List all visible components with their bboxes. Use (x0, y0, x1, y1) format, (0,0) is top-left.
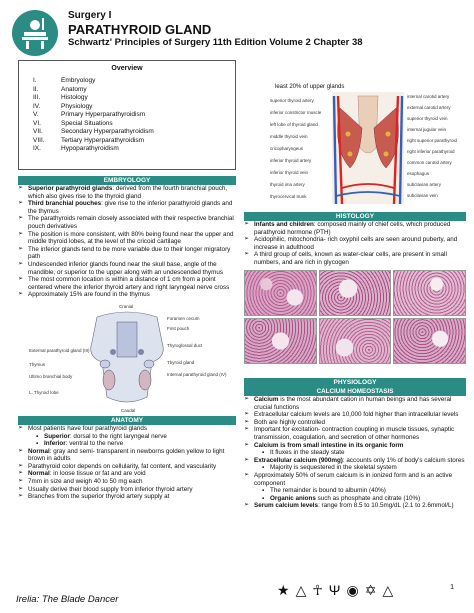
course-subject: Surgery I (68, 10, 112, 21)
embryology-list (18, 185, 236, 299)
overview-item-label: Special Situations (61, 119, 113, 127)
physiology-item: ➢ Both are highly controlled (244, 419, 466, 427)
physiology-subitem: ▪ It fluxes in the steady state (262, 449, 466, 457)
embryology-diagram (27, 302, 227, 414)
overview-item-number: VI. (33, 119, 41, 127)
source-reference: Schwartz' Principles of Surgery 11th Edition Volume 2 Chapter 38 (68, 37, 363, 48)
anatomy-item: ➢ Usually derive their blood supply from inferior thyroid artery (18, 486, 236, 494)
fig-label-thymus: Thymus (29, 361, 46, 367)
figure-label-right: superior thyroid vein (407, 116, 448, 121)
anatomy-subitem: ▪ Inferior: ventral to the nerve (36, 440, 236, 448)
anatomy-item: ➢ Branches from the superior thyroid artery supply at (18, 493, 236, 501)
figure-label-right: subclavian artery (407, 182, 442, 187)
physiology-subitem: ▪ The remainder is bound to albumin (40%) (262, 487, 466, 495)
figure-label-left: superior thyroid artery (270, 98, 314, 103)
anatomy-section (18, 416, 236, 501)
overview-item (25, 103, 229, 112)
micrograph-image (244, 270, 317, 316)
figure-label-left: inferior thyroid vein (270, 170, 309, 175)
histology-item: ➢ Acidophilic, mitochondria- rich oxyphil cells are seen around puberty, and increase in adulthood (244, 236, 466, 251)
embryology-item: ➢ Approximately 15% are found in the thymus (18, 291, 236, 299)
overview-item-number: I. (33, 77, 37, 84)
bold-term: Serum calcium levels (254, 502, 319, 510)
right-figure-caption: least 20% of upper glands (275, 84, 345, 90)
micrograph-image (393, 270, 466, 316)
embryology-item: ➢ The inferior glands tend to be more variable due to their longer migratory path (18, 246, 236, 261)
figure-label-right: right superior parathyroid (407, 138, 458, 143)
overview-item-number: VIII. (33, 136, 45, 144)
overview-item (25, 120, 229, 129)
micrograph-image (393, 318, 466, 364)
anatomy-item: ➢ 7mm in size and weigh 40 to 50 mg each (18, 478, 236, 486)
embryology-section (18, 176, 236, 414)
embryology-item: ➢ Third branchial pouches: give rise to the inferior parathyroid glands and the thymus (18, 200, 236, 215)
bold-term: Infants and children (254, 221, 314, 228)
overview-item-number: III. (33, 94, 41, 101)
overview-item (25, 86, 229, 95)
physiology-item (244, 442, 466, 457)
fig-label-thyroid-gland: Thyroid gland (167, 359, 195, 365)
physiology-subitem: ▪ Majority is sequestered in the skeletal system (262, 464, 466, 472)
footer-symbols (277, 582, 393, 599)
physiology-item: ➢ Calcium is the most abundant cation in human beings and has several crucial functions (244, 396, 466, 411)
fig-label-internal-parathyroid: Internal parathyroid gland (IV) (167, 371, 227, 377)
micrograph-image (244, 318, 317, 364)
bold-term: Third branchial pouches (28, 200, 102, 208)
figure-label-right: internal jugular vein (407, 127, 447, 132)
fig-label-cranial: Cranial (119, 303, 134, 309)
figure-label-right: common carotid artery (407, 160, 452, 165)
triangle-icon: △ (295, 582, 307, 598)
histology-item: ➢ Infants and children: composed mainly of chief cells, which produced parathyroid hormone (PTH) (244, 221, 466, 236)
overview-item (25, 137, 229, 146)
histology-list (244, 221, 466, 267)
overview-item (25, 111, 229, 120)
fig-label-external-parathyroid: External parathyroid gland (III) (29, 347, 90, 353)
embryology-item: ➢ The position is more consistent, with 80% being found near the upper and middle thyroid lobes, at the level of the cricoid cartilage (18, 231, 236, 246)
figure-label-left: middle thyroid vein (270, 134, 308, 139)
physiology-heading: PHYSIOLOGY (244, 378, 466, 387)
overview-item-label: Primary Hyperparathyroidism (61, 111, 146, 118)
page-footer (12, 582, 462, 610)
overview-item (25, 128, 229, 137)
overview-item-number: VII. (33, 128, 43, 135)
physiology-sublist (254, 464, 466, 472)
figure-label-left: thyrocervical trunk (270, 194, 307, 199)
overview-item-number: V. (33, 111, 39, 118)
bold-term: Calcium (254, 396, 279, 403)
anatomy-item: ➢ Normal: gray and semi- transparent in newborns golden yellow to light brown in adults (18, 448, 236, 463)
figure-label-left: thyroid ima artery (270, 182, 305, 187)
embryology-item: ➢ Superior parathyroid glands: derived from the fourth branchial pouch, which also gives rise to the thyroid gland (18, 185, 236, 200)
fig-label-ultimobranchial: Ultimo branchial body (29, 373, 73, 379)
surgery-logo-icon (12, 10, 58, 56)
fig-label-first-pouch: First pouch (167, 325, 190, 331)
trident-icon: Ψ (328, 582, 341, 598)
overview-list (25, 77, 229, 154)
bold-term: Superior parathyroid glands (28, 185, 113, 192)
footer-author: Irelia: The Blade Dancer (16, 594, 119, 605)
histology-item: ➢ A third group of cells, known as water-clear cells, are present in small numbers, and are rich in glycogen (244, 251, 466, 266)
figure-label-left: inferior constrictor muscle (270, 110, 322, 115)
eye-icon: ◉ (346, 582, 359, 598)
overview-item-label: Histology (61, 94, 88, 101)
histology-micrographs (244, 270, 466, 364)
bold-term: Inferior (44, 440, 66, 448)
overview-item-label: Tertiary Hyperparathyroidism (61, 136, 145, 144)
overview-item (25, 145, 229, 154)
bold-term: Normal (28, 447, 50, 455)
physiology-section (244, 378, 466, 510)
overview-item (25, 94, 229, 103)
embryology-heading: EMBRYOLOGY (18, 176, 236, 185)
overview-item-number: II. (33, 85, 39, 93)
physiology-item: ➢ Extracellular calcium (900mg): accounts only 1% of body's calcium stores ▪ Majority is sequestered in the skeletal system (244, 457, 466, 472)
anatomy-subitem: ▪ Superior: dorsal to the right laryngeal nerve (36, 433, 236, 441)
overview-item (25, 77, 229, 86)
overview-item-label: Secondary Hyperparathyroidism (61, 128, 154, 135)
embryology-item: ➢ The parathyroids remain closely associated with their respective branchial pouch derivatives (18, 215, 236, 230)
micrograph-image (319, 318, 392, 364)
overview-item-label: Anatomy (61, 85, 87, 93)
bold-term: Extracellular calcium (900mg) (254, 456, 343, 464)
histology-section (244, 212, 466, 364)
overview-item-label: Physiology (61, 102, 93, 110)
physiology-subitem: ▪ Organic anions such as phosphate and citrate (10%) (262, 495, 466, 503)
physiology-item: ➢ Serum calcium levels: range from 8.5 to 10.5mg/dL (2.1 to 2.6mmol/L) (244, 502, 466, 510)
bold-term: Normal (28, 470, 50, 478)
overview-item-number: IV. (33, 102, 41, 110)
figure-label-left: inferior thyroid artery (270, 158, 312, 163)
physiology-item: ➢ Extracellular calcium levels are 10,000 fold higher than intracellular levels (244, 411, 466, 419)
physiology-sublist (254, 487, 466, 502)
overview-box (18, 60, 236, 170)
figure-label-right: right inferior parathyroid (407, 149, 455, 154)
page-title: PARATHYROID GLAND (68, 22, 212, 37)
pentagram-icon: ★ (277, 582, 290, 598)
deathly-hallows-icon: △ (382, 582, 394, 598)
page-number: 1 (450, 584, 454, 591)
fig-label-foramen-cecum: Foramen cecum (167, 315, 200, 321)
overview-item-number: IX. (33, 145, 41, 152)
physiology-item: ➢ Approximately 50% of serum calcium is in ionized form and is an active component ▪ The remainder is bound to albumin (40%) ▪ Organic anions such as phosphate and citrate (10%) (244, 472, 466, 502)
figure-label-left: left lobe of thyroid gland (270, 122, 318, 127)
overview-title: Overview (111, 65, 143, 72)
bold-term: Calcium is from small intestine in its organic form (254, 441, 404, 449)
histology-heading: HISTOLOGY (244, 212, 466, 221)
calcium-homeostasis-heading: CALCIUM HOMEOSTASIS (244, 387, 466, 396)
ankh-icon: ☥ (312, 582, 323, 598)
anatomy-heading: ANATOMY (18, 416, 236, 425)
physiology-list (244, 396, 466, 510)
anatomy-item: ➢ Parathyroid color depends on cellularity, fat content, and vascularity (18, 463, 236, 471)
figure-label-right: esophagus (407, 171, 430, 176)
fig-label-thyroglossal-duct: Thyroglossal duct (167, 342, 203, 348)
anatomy-item: ➢ Most patients have four parathyroid glands ▪ Superior: dorsal to the right laryngeal nerve ▪ Inferior: ventral to the nerve (18, 425, 236, 448)
anatomy-sublist (28, 433, 236, 448)
embryology-item: ➢ The most common location is within a distance of 1 cm from a point centered where the inferior thyroid artery and right laryngeal nerve cross (18, 276, 236, 291)
page-header (12, 8, 462, 58)
thyroid-anatomy-figure (270, 88, 466, 208)
micrograph-image (319, 270, 392, 316)
knot-icon: ✡ (364, 582, 377, 598)
physiology-item: ➢ Important for excitation- contraction coupling in muscle tissues, synaptic transmission, coagulation, and secretion of other hormones (244, 426, 466, 441)
embryology-item: ➢ Undescended inferior glands found near the skull base, angle of the mandible, or superior to the upper along with an undescended thymus (18, 261, 236, 276)
overview-item-label: Embryology (61, 77, 96, 84)
figure-label-right: external carotid artery (407, 105, 451, 110)
anatomy-item: ➢ Normal: in loose tissue or fat and are void (18, 470, 236, 478)
bold-term: Organic anions (270, 494, 316, 502)
figure-label-right: subclavian vein (407, 193, 438, 198)
overview-item-label: Hypoparathyroidism (61, 145, 119, 152)
bold-term: Superior (44, 432, 70, 440)
fig-label-thyroid-lobe: L. Thyroid lobe (29, 389, 59, 395)
fig-label-caudal: Caudal (121, 407, 136, 413)
figure-label-left: cricopharyngeus (270, 146, 304, 151)
anatomy-list (18, 425, 236, 501)
figure-label-right: internal carotid artery (407, 94, 450, 99)
physiology-sublist (254, 449, 466, 457)
